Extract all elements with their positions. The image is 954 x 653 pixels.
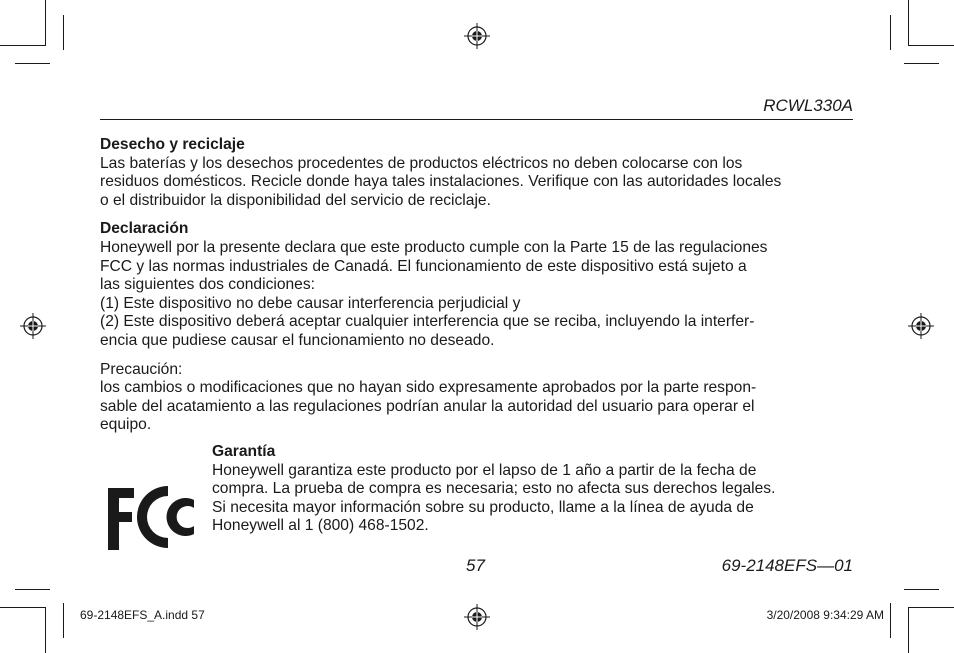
warranty-body: Honeywell garantiza este producto por el lapso de 1 año a partir de la fecha de compra. La prueba de compra es necesaria; esto no afecta sus derechos legales. Si necesita mayor información sobre su producto, llame a la línea de ayuda de Honeywell al 1 (800) 468-1502. [212,461,776,535]
registration-mark-icon [20,313,46,339]
crop-mark [63,603,64,638]
registration-mark-icon [908,313,934,339]
crop-mark [45,0,46,46]
crop-mark [45,607,46,653]
registration-mark-icon [464,23,490,49]
section-title: Precaución: [100,360,183,378]
crop-mark [890,15,891,50]
crop-mark [15,589,50,590]
page-number: 57 [466,556,485,575]
section-warranty [212,443,862,536]
crop-mark [0,607,46,608]
crop-mark [908,607,909,653]
warranty-title: Garantía [212,443,276,460]
section-body: Honeywell por la presente declara que este producto cumple con la Parte 15 de las regulaciones FCC y las normas industriales de Canadá. El funcionamiento de este dispositivo está sujeto a las siguientes dos condiciones: (1) Este dispositivo no debe causar interferencia perjudicial y (2) Este dispositivo deberá aceptar cualquier interferencia que se reciba, incluyendo la interfer- encia que pudiese causar el funcionamiento no deseado. [100,238,768,349]
crop-mark [0,45,46,46]
slug-filename: 69-2148EFS_A.indd 57 [80,608,205,622]
section-disposal [100,136,860,210]
crop-mark [908,45,954,46]
section-body: los cambios o modificaciones que no hayan sido expresamente aprobados por la parte respon- sable del acatamiento a las regulaciones podrían anular la autoridad del usuario para operar el equipo. [100,379,757,434]
model-number: RCWL330A [763,96,853,115]
section-title: Declaración [100,220,189,238]
crop-mark [890,603,891,638]
header-rule [100,119,853,120]
crop-mark [904,63,939,64]
crop-mark [904,589,939,590]
section-title: Desecho y reciclaje [100,136,245,153]
section-caution [100,361,860,435]
crop-mark [63,15,64,50]
crop-mark [908,607,954,608]
fcc-logo-icon [106,482,198,552]
section-declaration [100,220,860,350]
page-content [100,136,860,445]
crop-mark [15,63,50,64]
document-code: 69-2148EFS—01 [721,556,853,575]
crop-mark [908,0,909,46]
registration-mark-icon [464,604,490,630]
section-body: Las baterías y los desechos procedentes de productos eléctricos no deben colocarse con los residuos domésticos. Recicle donde haya tales instalaciones. Verifique con las autoridades locales o el distribuidor la disponibilidad del servicio de reciclaje. [100,154,782,209]
slug-timestamp: 3/20/2008 9:34:29 AM [766,608,884,622]
